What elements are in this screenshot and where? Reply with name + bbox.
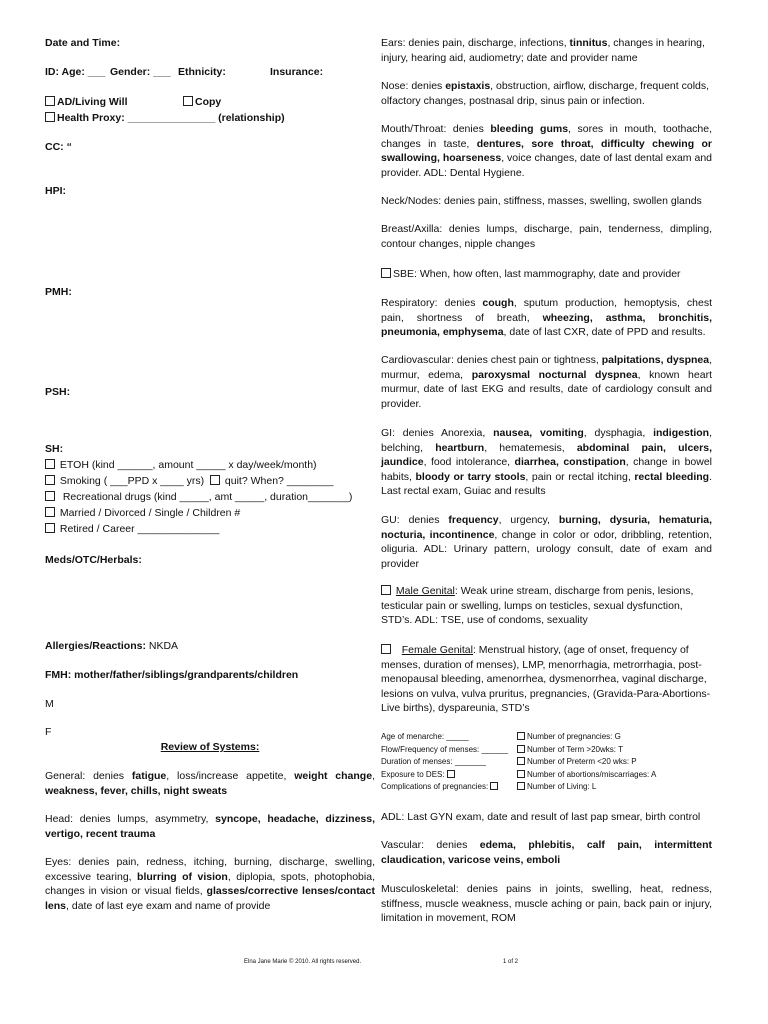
fmh-father: F: [45, 726, 52, 738]
etoh-checkbox[interactable]: [45, 459, 55, 469]
des-exposure-field: Exposure to DES:: [381, 769, 516, 782]
ros-vascular: Vascular: denies edema, phlebitis, calf pain, intermittent claudication, varicose veins, emboli: [381, 839, 712, 866]
sh-item-marital: Married / Divorced / Single / Children #: [45, 506, 375, 521]
insurance-label: Insurance:: [270, 66, 324, 78]
ros-neck-nodes: Neck/Nodes: denies pain, stiffness, masses, swelling, swollen glands: [381, 195, 702, 207]
drugs-checkbox[interactable]: [45, 491, 55, 501]
ros-sbe: SBE: When, how often, last mammography, date and provider: [381, 267, 712, 282]
ros-head: Head: denies lumps, asymmetry, syncope, headache, dizziness, vertigo, recent trauma: [45, 813, 375, 840]
abortions-checkbox[interactable]: [517, 770, 525, 778]
meds-label: Meds/OTC/Herbals:: [45, 554, 142, 566]
footer-copyright: Elna Jane Marie © 2010. All rights reserved.: [244, 959, 362, 965]
ros-gu: GU: denies frequency, urgency, burning, dysuria, hematuria, nocturia, incontinence, change in color or odor, dribbling, retention, oliguria. ADL: Urinary pattern, urology consult, date of exam and provider: [381, 514, 713, 570]
complications-field: Complications of pregnancies:: [381, 781, 516, 794]
cc-label: CC: “: [45, 141, 72, 153]
ros-nose: Nose: denies epistaxis, obstruction, airflow, discharge, frequent colds, olfactory changes, postnasal drip, sinus pain or infection.: [381, 80, 710, 107]
term-checkbox[interactable]: [517, 745, 525, 753]
living-field: Number of Living: L: [517, 781, 712, 794]
quit-checkbox[interactable]: [210, 475, 220, 485]
adl-gyn: ADL: Last GYN exam, date and result of last pap smear, birth control: [381, 811, 701, 823]
ros-general: General: denies fatigue, loss/increase appetite, weight change, weakness, fever, chills, night sweats: [45, 770, 375, 797]
id-age-label: ID: Age: ___: [45, 66, 106, 78]
ros-ears: Ears: denies pain, discharge, infections, tinnitus, changes in hearing, injury, hearing aid, audiometry; date and provider name: [381, 37, 705, 64]
sh-item-smoking: Smoking ( ___PPD x ____ yrs) quit? When? ________: [45, 474, 375, 489]
ros-cardiovascular: Cardiovascular: denies chest pain or tightness, palpitations, dyspnea, murmur, edema, paroxysmal nocturnal dyspnea, known heart murmur, date of last EKG and results, date of cardiology consult and provider.: [381, 354, 712, 410]
ros-musculoskeletal: Musculoskeletal: denies pains in joints, swelling, heat, redness, stiffness, muscle weakness, muscle aching or pain, back pain or injury, limitation in movement, ROM: [381, 883, 712, 924]
ad-living-will-checkbox[interactable]: [45, 96, 55, 106]
gravida-field: Number of pregnancies: G: [517, 731, 712, 744]
menses-history-left: [381, 731, 516, 794]
allergies-value: NKDA: [148, 640, 179, 652]
preterm-checkbox[interactable]: [517, 757, 525, 765]
date-time-label: Date and Time:: [45, 37, 121, 49]
menarche-field: Age of menarche: _____: [381, 732, 469, 741]
flow-frequency-field: Flow/Frequency of menses: ______: [381, 744, 509, 754]
sh-item-etoh: ETOH (kind ______, amount _____ x day/week/month): [45, 458, 375, 473]
ad-living-will: AD/Living Will: [45, 95, 128, 110]
sh-item-drugs: Recreational drugs (kind _____, amt _____, duration_______): [45, 490, 375, 505]
ros-breast-axilla: Breast/Axilla: denies lumps, discharge, pain, tenderness, dimpling, contour changes, nipple changes: [381, 223, 712, 250]
ros-male-genital: Male Genital: Weak urine stream, discharge from penis, lesions, testicular pain or swelling, lumps on testicles, sexual dysfunction, STD’s. ADL: TSE, use of condoms, sexuality: [381, 585, 694, 626]
female-genital-checkbox[interactable]: [381, 644, 391, 654]
allergies-label: Allergies/Reactions:: [45, 640, 146, 652]
copy-option: Copy: [183, 95, 221, 110]
ros-female-genital: Female Genital: Menstrual history, (age of onset, frequency of menses, duration of menses), LMP, menorrhagia, metrorrhagia, post-menopausal bleeding, amenorrhea, dysmenorrhea, vaginal discharge, lesions on vulva, vulva pruritus, pregnancies, (Gravida-Para-Abortions-Live births), dyspareunia, STD’s: [381, 644, 711, 714]
copy-checkbox[interactable]: [183, 96, 193, 106]
abortions-field: Number of abortions/miscarriages: A: [517, 769, 712, 782]
duration-field: Duration of menses: _______: [381, 757, 486, 766]
psh-label: PSH:: [45, 386, 71, 398]
ros-gi: GI: denies Anorexia, nausea, vomiting, dysphagia, indigestion, belching, heartburn, hematemesis, abdominal pain, ulcers, jaundice, food intolerance, diarrhea, constipation, change in bowel habits, bloody or tarry stools, pain or rectal itching, rectal bleeding. Last rectal exam, Guiac and results: [381, 427, 713, 497]
sbe-checkbox[interactable]: [381, 268, 391, 278]
ethnicity-label: Ethnicity:: [178, 66, 226, 78]
preterm-field: Number of Preterm <20 wks: P: [517, 756, 712, 769]
career-checkbox[interactable]: [45, 523, 55, 533]
sh-label: SH:: [45, 443, 64, 455]
complications-checkbox[interactable]: [490, 782, 498, 790]
ros-title: Review of Systems:: [160, 741, 260, 753]
ros-respiratory: Respiratory: denies cough, sputum production, hemoptysis, chest pain, shortness of breath, wheezing, asthma, bronchitis, pneumonia, emphysema, date of last CXR, date of PPD and results.: [381, 297, 712, 338]
marital-checkbox[interactable]: [45, 507, 55, 517]
fmh-label: FMH: mother/father/siblings/grandparents/children: [45, 669, 299, 681]
allergies: [45, 639, 375, 654]
smoking-checkbox[interactable]: [45, 475, 55, 485]
sh-item-career: Retired / Career ______________: [45, 522, 375, 537]
hpi-label: HPI:: [45, 185, 66, 197]
health-proxy: Health Proxy: _______________ (relationship): [45, 111, 285, 126]
living-checkbox[interactable]: [517, 782, 525, 790]
gravida-checkbox[interactable]: [517, 732, 525, 740]
term-field: Number of Term >20wks: T: [517, 744, 712, 757]
des-checkbox[interactable]: [447, 770, 455, 778]
menses-history-right: [517, 731, 712, 794]
health-proxy-checkbox[interactable]: [45, 112, 55, 122]
male-genital-checkbox[interactable]: [381, 585, 391, 595]
fmh-mother: M: [45, 698, 54, 710]
ros-eyes: Eyes: denies pain, redness, itching, burning, discharge, swelling, excessive tearing, blurring of vision, diplopia, spots, photophobia, changes in vision or visual fields, glasses/corrective lenses/contact lens, date of last eye exam and name of provide: [45, 856, 375, 912]
gender-label: Gender: ___: [110, 66, 171, 78]
pmh-label: PMH:: [45, 286, 72, 298]
ros-mouth-throat: Mouth/Throat: denies bleeding gums, sores in mouth, toothache, changes in taste, dentures, sore throat, difficulty chewing or swallowing, hoarseness, voice changes, date of last dental exam and provider. ADL: Dental Hygiene.: [381, 123, 713, 179]
footer-page-number: 1 of 2: [503, 959, 519, 965]
